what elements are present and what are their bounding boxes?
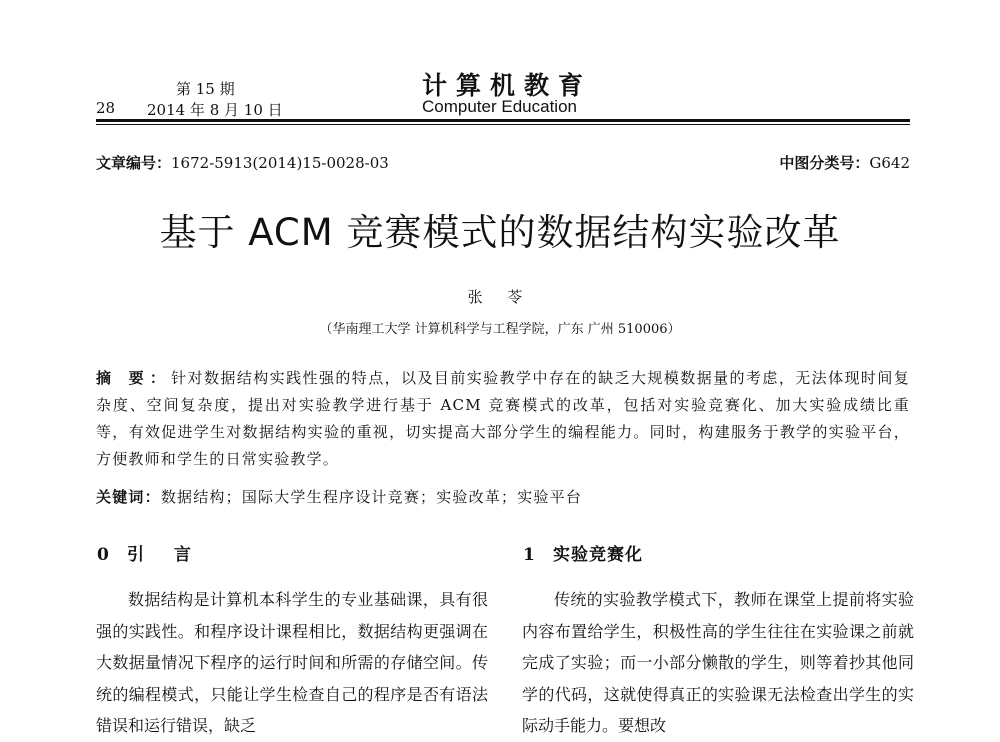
classification-label: 中图分类号： xyxy=(779,154,870,172)
abstract-text: 针对数据结构实践性强的特点，以及目前实验教学中存在的缺乏大规模数据量的考虑，无法体现时间复杂度、空间复杂度，提出对实验教学进行基于 ACM 竞赛模式的改革，包括对实验竞赛化、加大实验成绩比重等，有效促进学生对数据结构实验的重视，切实提高大部分学生的编程能力。同时，构建服务于教学的实验平台，方便教师和学生的日常实验教学。 xyxy=(96,369,910,468)
section-number: 1 xyxy=(523,545,536,565)
abstract-label: 摘 要： xyxy=(96,369,172,387)
section-body-introduction: 数据结构是计算机本科学生的专业基础课，具有很强的实践性。和程序设计课程相比，数据结构更强调在大数据量情况下程序的运行时间和所需的存储空间。传统的编程模式，只能让学生检查自己的程序是否有语法错误和运行错误，缺乏 xyxy=(96,590,488,735)
journal-title-english: Computer Education xyxy=(422,97,577,116)
classification-code xyxy=(779,152,910,173)
abstract xyxy=(96,365,910,473)
section-heading-introduction xyxy=(97,540,203,565)
keywords xyxy=(96,486,910,507)
article-title: 基于 ACM 竞赛模式的数据结构实验改革 xyxy=(159,211,841,254)
issue-number: 第 15 期 xyxy=(176,80,235,98)
keywords-label: 关键词： xyxy=(96,488,161,506)
header-rule-thick xyxy=(96,119,910,122)
keywords-text: 数据结构；国际大学生程序设计竞赛；实验改革；实验平台 xyxy=(160,488,583,506)
journal-title-chinese: 计算机教育 xyxy=(422,71,593,100)
section-body-experiment-competition: 传统的实验教学模式下，教师在课堂上提前将实验内容布置给学生，积极性高的学生往往在实验课之前就完成了实验；而一小部分懒散的学生，则等着抄其他同学的代码，这就使得真正的实验课无法检查出学生的实际动手能力。要想改 xyxy=(522,590,914,735)
section-title: 实验竞赛化 xyxy=(553,545,643,565)
publication-date: 2014 年 8 月 10 日 xyxy=(147,101,283,119)
article-number-value: 1672-5913(2014)15-0028-03 xyxy=(171,154,389,172)
author-affiliation: （华南理工大学 计算机科学与工程学院，广东 广州 510006） xyxy=(319,322,681,337)
header-rule-thin xyxy=(96,124,910,125)
section-heading-experiment-competition xyxy=(523,540,643,565)
section-number: 0 xyxy=(97,545,121,565)
classification-value: G642 xyxy=(869,154,910,172)
section-title: 引 言 xyxy=(127,545,203,565)
author-name: 张 苓 xyxy=(467,288,533,306)
page-number: 28 xyxy=(96,99,116,117)
article-number xyxy=(96,152,389,173)
article-number-label: 文章编号： xyxy=(96,154,172,172)
